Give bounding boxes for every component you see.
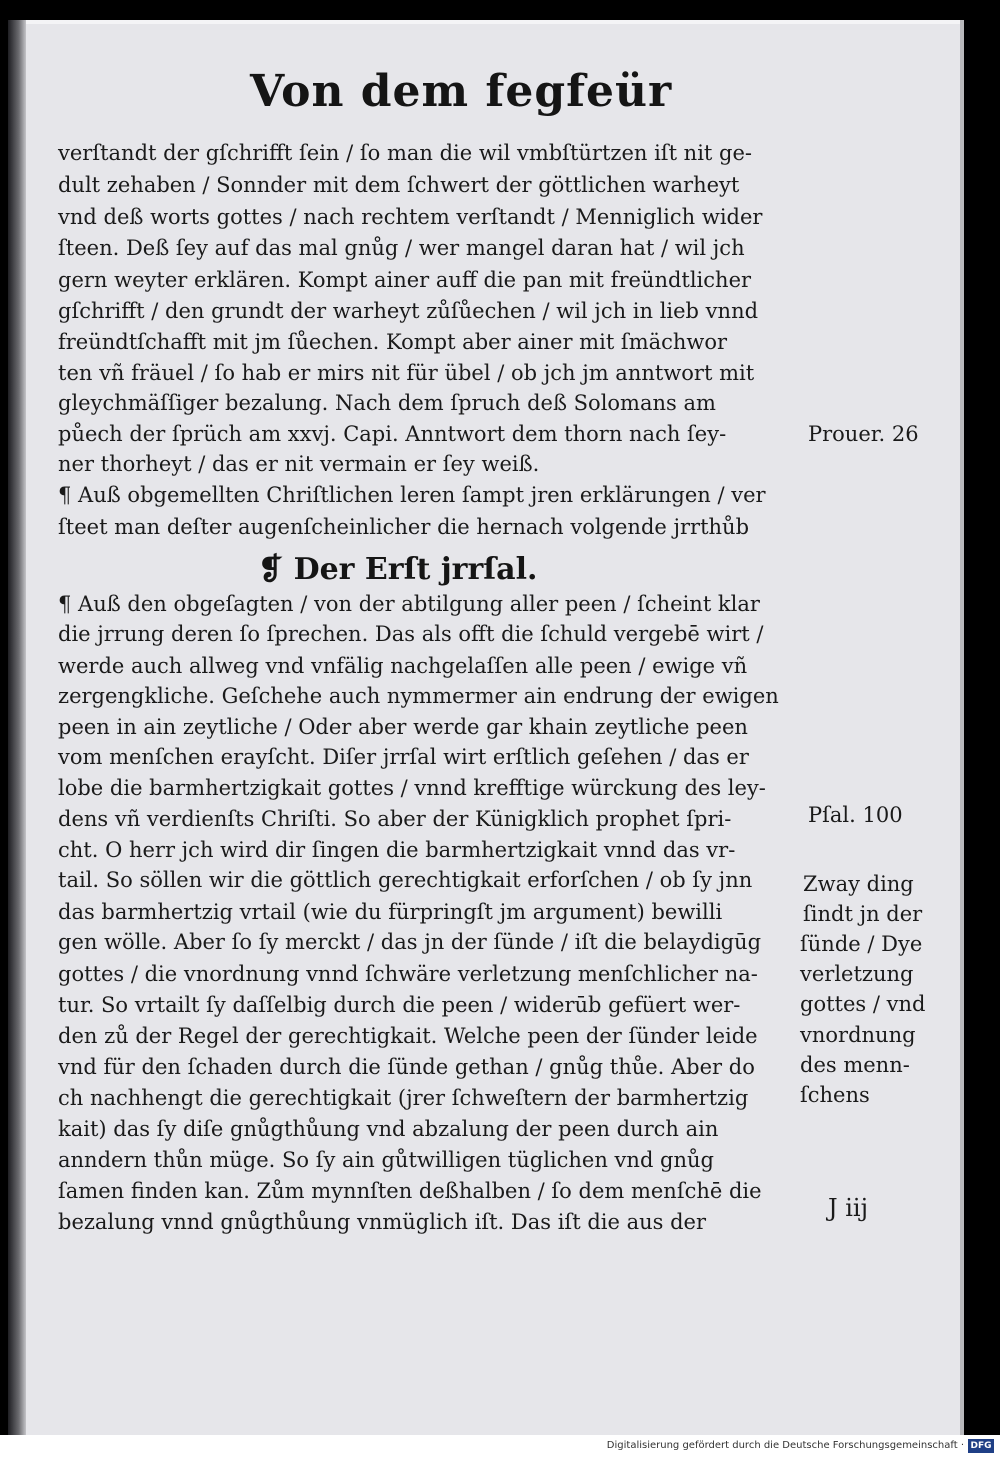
- text-line: gern weyter erklären. Kompt ainer auff die pan mit freündtlicher: [58, 268, 752, 292]
- text-line: lobe die barmhertzigkait gottes / vnnd krefftige würckung des ley-: [58, 776, 766, 800]
- signature-mark: J iij: [828, 1194, 869, 1222]
- text-line: vom menſchen erayſcht. Diſer jrrſal wirt erſtlich geſehen / das er: [58, 745, 749, 769]
- page-title: Von dem fegfeür: [250, 66, 673, 117]
- text-line: dens vñ verdienſts Chriſti. So aber der Künigklich prophet ſpri-: [58, 807, 732, 831]
- text-line: verſtandt der gſchrifft ſein / ſo man die wil vmbſtürtzen iſt nit ge-: [58, 141, 753, 165]
- text-line: půech der ſprüch am xxvj. Capi. Anntwort dem thorn nach ſey-: [58, 422, 727, 446]
- text-line: ner thorheyt / das er nit vermain er ſey weiß.: [58, 452, 540, 476]
- margin-note: Zway ding: [803, 872, 914, 896]
- text-line: freündtſchafft mit jm ſůechen. Kompt aber ainer mit ſmächwor: [58, 330, 728, 354]
- margin-note: ſünde / Dye: [800, 932, 923, 956]
- margin-note: Prouer. 26: [808, 422, 919, 446]
- text-line: zergengkliche. Geſchehe auch nymmermer ain endrung der ewigen: [58, 684, 779, 708]
- text-line: gleychmäſſiger bezalung. Nach dem ſpruch deß Solomans am: [58, 391, 716, 415]
- text-line: tail. So söllen wir die göttlich gerechtigkait erforſchen / ob ſy jnn: [58, 868, 753, 892]
- text-line: anndern thůn müge. So ſy ain gůtwilligen tüglichen vnd gnůg: [58, 1148, 714, 1172]
- text-line: ſteen. Deß ſey auf das mal gnůg / wer mangel daran hat / wil jch: [58, 236, 745, 260]
- text-line: werde auch allweg vnd vnfälig nachgelaſſen alle peen / ewige vñ: [58, 654, 748, 678]
- text-line: peen in ain zeytliche / Oder aber werde gar khain zeytliche peen: [58, 715, 748, 739]
- text-line: ſteet man deſter augenſcheinlicher die hernach volgende jrrthůb: [58, 515, 750, 539]
- text-line: das barmhertzig vrtail (wie du fürpringſt jm argument) bewilli: [58, 900, 723, 924]
- text-line: dult zehaben / Sonnder mit dem ſchwert der göttlichen warheyt: [58, 173, 740, 197]
- margin-note: gottes / vnd: [800, 992, 926, 1016]
- margin-note: ſchens: [800, 1083, 870, 1107]
- text-line: kait) das ſy diſe gnůgthůung vnd abzalung der peen durch ain: [58, 1117, 719, 1141]
- text-line: die jrrung deren ſo ſprechen. Das als offt die ſchuld vergebē wirt /: [58, 622, 764, 646]
- text-line: ¶ Auß obgemellten Chriſtlichen leren ſampt jren erklärungen / ver: [58, 483, 766, 507]
- margin-note: ſindt jn der: [803, 902, 923, 926]
- footer-credit: Digitalisierung gefördert durch die Deutsche Forschungsgemeinschaft ·: [606, 1440, 964, 1451]
- text-line: vnd für den ſchaden durch die ſünde gethan / gnůg thůe. Aber do: [58, 1055, 755, 1079]
- text-line: bezalung vnnd gnůgthůung vnmüglich iſt. Das iſt die aus der: [58, 1210, 706, 1234]
- text-line: gen wölle. Aber ſo ſy merckt / das jn der ſünde / iſt die belaydigūg: [58, 930, 762, 954]
- margin-note: des menn-: [800, 1053, 910, 1077]
- text-line: vnd deß worts gottes / nach rechtem verſtandt / Menniglich wider: [58, 205, 763, 229]
- scan-background: [964, 20, 1000, 1435]
- text-line: ch nachhengt die gerechtigkait (jrer ſchweſtern der barmhertzig: [58, 1086, 749, 1110]
- text-line: gottes / die vnordnung vnnd ſchwäre verletzung menſchlicher na-: [58, 962, 758, 986]
- dfg-logo: DFG: [968, 1439, 994, 1453]
- text-line: tur. So vrtailt ſy daſſelbig durch die peen / widerūb gefüert wer-: [58, 993, 741, 1017]
- text-line: ten vñ fräuel / ſo hab er mirs nit für übel / ob jch jm anntwort mit: [58, 361, 755, 385]
- footer-bar: [0, 1435, 1000, 1458]
- margin-note: verletzung: [800, 962, 914, 986]
- text-line: ¶ Auß den obgeſagten / von der abtilgung aller peen / ſcheint klar: [58, 592, 760, 616]
- section-heading: ❡ Der Erſt jrrſal.: [258, 552, 538, 587]
- margin-note: Pſal. 100: [808, 803, 903, 827]
- text-line: den zů der Regel der gerechtigkait. Welche peen der ſünder leide: [58, 1024, 758, 1048]
- margin-note: vnordnung: [800, 1023, 916, 1047]
- text-line: cht. O herr jch wird dir ſingen die barmhertzigkait vnnd das vr-: [58, 838, 736, 862]
- text-line: ſamen finden kan. Zům mynnſten deßhalben / ſo dem menſchē die: [58, 1179, 762, 1203]
- page-binding: [8, 20, 26, 1435]
- text-line: gſchrifft / den grundt der warheyt zůſůechen / wil jch in lieb vnnd: [58, 299, 759, 323]
